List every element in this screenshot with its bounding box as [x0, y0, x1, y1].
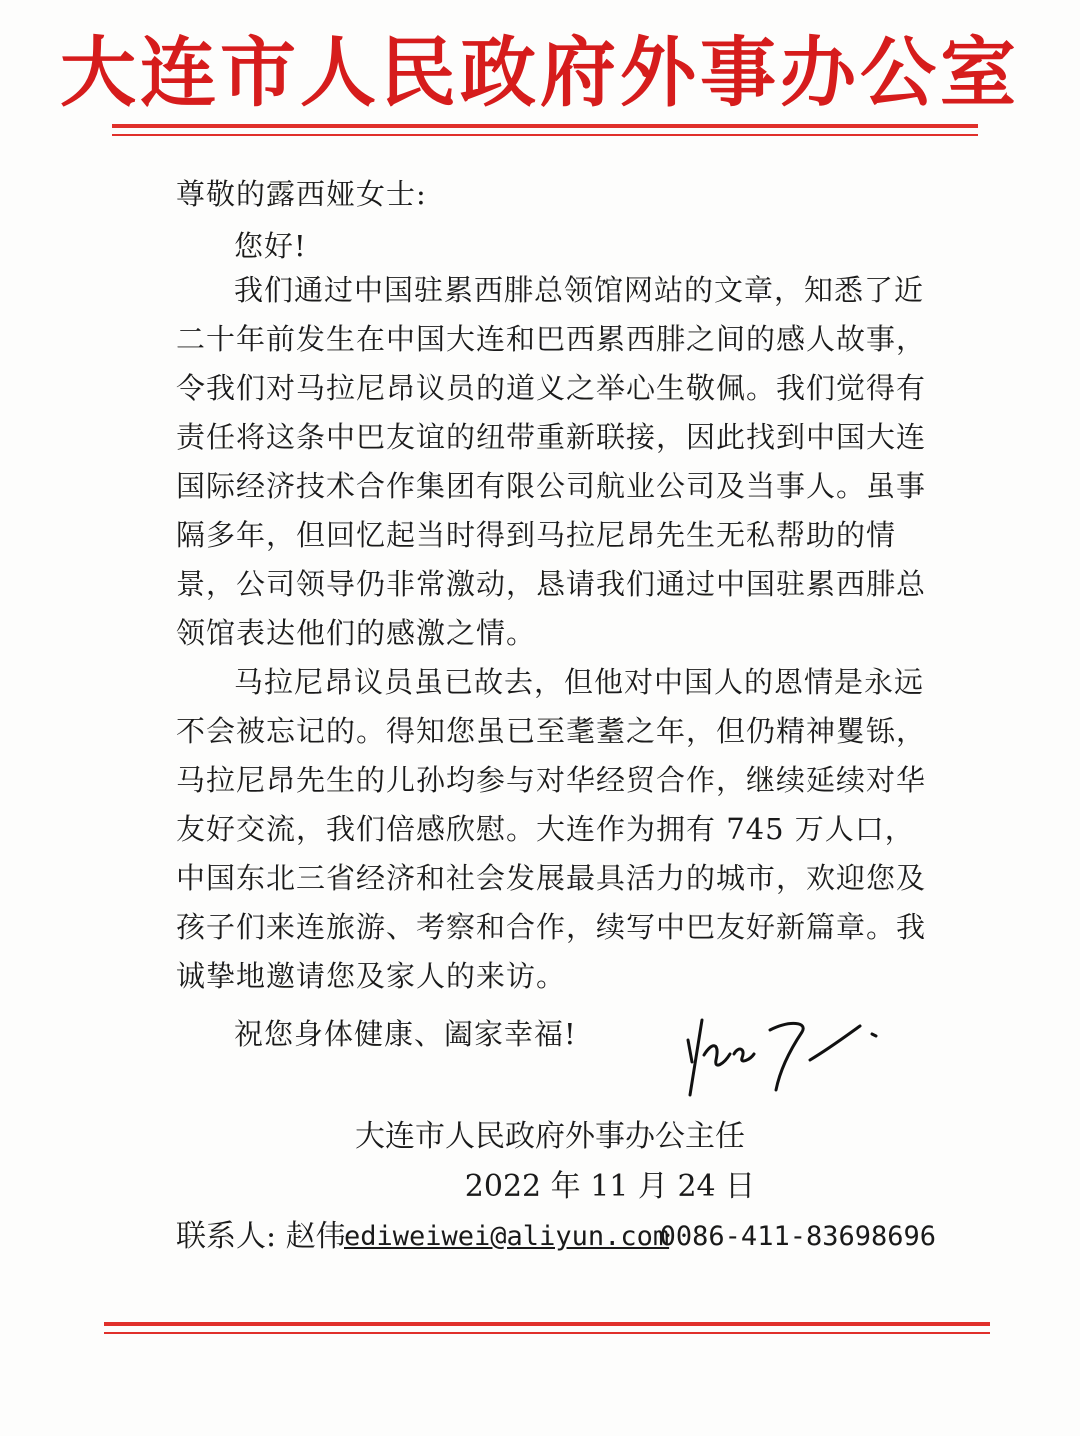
closing-wishes: 祝您身体健康、阖家幸福! [234, 1017, 577, 1051]
letter-paragraph-2 [176, 658, 936, 1001]
letterhead-title: 大连市人民政府外事办公室 [60, 28, 1020, 117]
contact-email-link[interactable]: ediweiwei@aliyun.com [344, 1221, 670, 1252]
handwritten-signature [680, 1000, 900, 1100]
contact-phone: 0086-411-83698696 [659, 1221, 936, 1252]
footer-rule-thin [104, 1332, 990, 1334]
paragraph-1-text: 我们通过中国驻累西腓总领馆网站的文章，知悉了近二十年前发生在中国大连和巴西累西腓之间的感人故事，令我们对马拉尼昂议员的道义之举心生敬佩。我们觉得有责任将这条中巴友谊的纽带重新联接，因此找到中国大连国际经济技术合作集团有限公司航业公司及当事人。虽事隔多年，但回忆起当时得到马拉尼昂先生无私帮助的情景，公司领导仍非常激动，恳请我们通过中国驻累西腓总领馆表达他们的感激之情。 [176, 273, 927, 650]
contact-person: 联系人: 赵伟 [176, 1219, 346, 1254]
paragraph-2-text: 马拉尼昂议员虽已故去，但他对中国人的恩情是永远不会被忘记的。得知您虽已至耄耋之年，但仍精神矍铄，马拉尼昂先生的儿孙均参与对华经贸合作，继续延续对华友好交流，我们倍感欣慰。大连作为拥有 745 万人口，中国东北三省经济和社会发展最具活力的城市，欢迎您及孩子们来连旅游、考察和合作，续写中巴友好新篇章。我诚挚地邀请您及家人的来访。 [176, 665, 927, 993]
letter-date: 2022 年 11 月 24 日 [464, 1169, 756, 1204]
letter-paragraph-1 [176, 266, 936, 658]
salutation: 尊敬的露西娅女士: [176, 177, 427, 211]
contact-line [176, 1212, 936, 1262]
letterhead-rule-thin [112, 134, 978, 136]
letterhead-rule-thick [112, 124, 978, 128]
footer-rule-thick [104, 1322, 990, 1326]
signatory-title: 大连市人民政府外事办公主任 [355, 1119, 745, 1154]
greeting: 您好! [234, 229, 307, 263]
